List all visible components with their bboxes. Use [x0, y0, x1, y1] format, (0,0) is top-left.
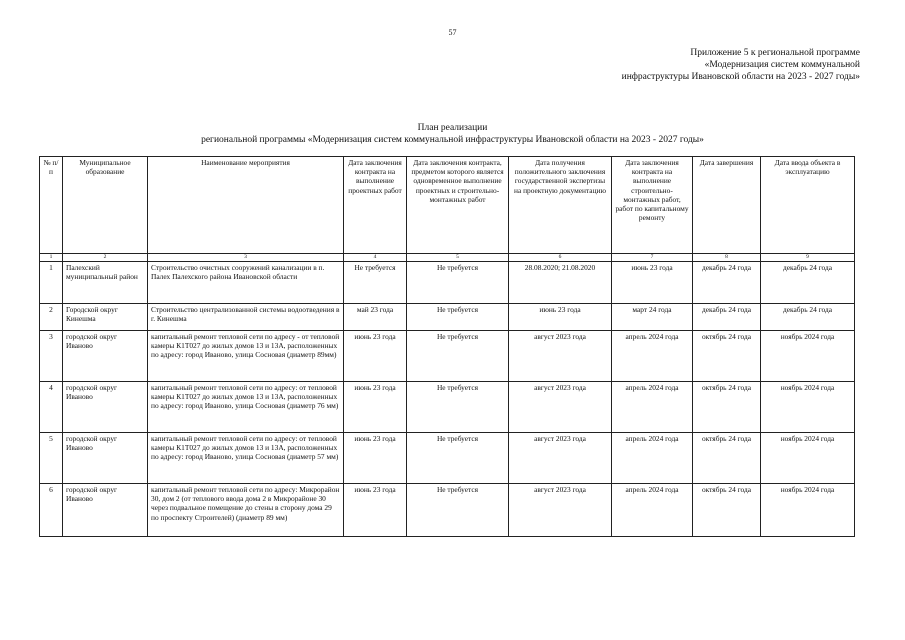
completion-date: декабрь 24 года — [693, 304, 761, 331]
expertise-date: 28.08.2020; 21.08.2020 — [509, 262, 612, 304]
row-number: 1 — [40, 262, 63, 304]
plan-title — [0, 122, 905, 146]
table-row — [40, 382, 855, 433]
completion-date: октябрь 24 года — [693, 484, 761, 537]
construction-contract-date: июнь 23 года — [612, 262, 693, 304]
plan-title-line-2: региональной программы «Модернизация систем коммунальной инфраструктуры Ивановской области на 2023 - 2027 годы» — [201, 135, 704, 145]
implementation-plan-table — [39, 156, 855, 537]
expertise-date: август 2023 года — [509, 331, 612, 382]
column-number: 5 — [407, 254, 509, 262]
municipality: Палехский муниципальный район — [63, 262, 148, 304]
construction-contract-date: март 24 года — [612, 304, 693, 331]
municipality: городской округ Иваново — [63, 331, 148, 382]
completion-date: октябрь 24 года — [693, 433, 761, 484]
measure-name: капитальный ремонт тепловой сети по адресу: от тепловой камеры К1Т027 до жилых домов 13 и 13А, расположенных по адресу: город Иваново, улица Сосновая (диаметр 57 мм) — [148, 433, 344, 484]
header-cell: Дата заключения контракта на выполнение проектных работ — [344, 157, 407, 254]
header-row — [40, 157, 855, 254]
commissioning-date: ноябрь 2024 года — [761, 433, 855, 484]
municipality: городской округ Иваново — [63, 484, 148, 537]
commissioning-date: ноябрь 2024 года — [761, 331, 855, 382]
header-cell: Дата получения положительного заключения государственной экспертизы на проектную документацию — [509, 157, 612, 254]
design-contract-date: июнь 23 года — [344, 433, 407, 484]
expertise-date: июнь 23 года — [509, 304, 612, 331]
appendix-heading — [622, 47, 860, 83]
design-contract-date: Не требуется — [344, 262, 407, 304]
header-cell: № п/п — [40, 157, 63, 254]
municipality: городской округ Иваново — [63, 382, 148, 433]
header-cell: Дата завершения — [693, 157, 761, 254]
commissioning-date: ноябрь 2024 года — [761, 484, 855, 537]
plan-title-line-1: План реализации — [417, 123, 488, 133]
column-number: 6 — [509, 254, 612, 262]
combined-contract-date: Не требуется — [407, 304, 509, 331]
row-number: 2 — [40, 304, 63, 331]
header-cell: Муниципальное образование — [63, 157, 148, 254]
expertise-date: август 2023 года — [509, 433, 612, 484]
construction-contract-date: апрель 2024 года — [612, 433, 693, 484]
construction-contract-date: апрель 2024 года — [612, 484, 693, 537]
completion-date: октябрь 24 года — [693, 331, 761, 382]
combined-contract-date: Не требуется — [407, 331, 509, 382]
column-number: 4 — [344, 254, 407, 262]
completion-date: декабрь 24 года — [693, 262, 761, 304]
table-row — [40, 484, 855, 537]
commissioning-date: ноябрь 2024 года — [761, 382, 855, 433]
page-number: 57 — [448, 28, 457, 37]
measure-name: капитальный ремонт тепловой сети по адресу: Микрорайон 30, дом 2 (от теплового ввода дома 2 в Микрорайоне 30 через подвальное помещение до стены в сторону дома 29 по проспекту Строителей) (диаметр 89 мм) — [148, 484, 344, 537]
table-row — [40, 433, 855, 484]
design-contract-date: июнь 23 года — [344, 484, 407, 537]
municipality: Городской округ Кинешма — [63, 304, 148, 331]
commissioning-date: декабрь 24 года — [761, 304, 855, 331]
municipality: городской округ Иваново — [63, 433, 148, 484]
combined-contract-date: Не требуется — [407, 433, 509, 484]
appendix-line-3: инфраструктуры Ивановской области на 2023 - 2027 годы» — [621, 72, 860, 82]
design-contract-date: май 23 года — [344, 304, 407, 331]
completion-date: октябрь 24 года — [693, 382, 761, 433]
design-contract-date: июнь 23 года — [344, 331, 407, 382]
measure-name: капитальный ремонт тепловой сети по адресу: от тепловой камеры К1Т027 до жилых домов 13 и 13А, расположенных по адресу: город Иваново, улица Сосновая (диаметр 76 мм) — [148, 382, 344, 433]
expertise-date: август 2023 года — [509, 484, 612, 537]
combined-contract-date: Не требуется — [407, 382, 509, 433]
header-cell: Наименование мероприятия — [148, 157, 344, 254]
column-number-row — [40, 254, 855, 262]
row-number: 6 — [40, 484, 63, 537]
column-number: 9 — [761, 254, 855, 262]
column-number: 8 — [693, 254, 761, 262]
table-row — [40, 331, 855, 382]
column-number: 3 — [148, 254, 344, 262]
header-cell: Дата ввода объекта в эксплуатацию — [761, 157, 855, 254]
table-row — [40, 304, 855, 331]
measure-name: Строительство централизованной системы водоотведения в г. Кинешма — [148, 304, 344, 331]
header-cell: Дата заключения контракта на выполнение строительно-монтажных работ, работ по капитальному ремонту — [612, 157, 693, 254]
commissioning-date: декабрь 24 года — [761, 262, 855, 304]
measure-name: капитальный ремонт тепловой сети по адресу - от тепловой камеры К1Т027 до жилых домов 13 и 13А, расположенных по адресу: город Иваново, улица Сосновая (диаметр 89мм) — [148, 331, 344, 382]
column-number: 7 — [612, 254, 693, 262]
table-row — [40, 262, 855, 304]
construction-contract-date: апрель 2024 года — [612, 331, 693, 382]
expertise-date: август 2023 года — [509, 382, 612, 433]
row-number: 3 — [40, 331, 63, 382]
header-cell: Дата заключения контракта, предметом которого является одновременное выполнение проектных и строительно-монтажных работ — [407, 157, 509, 254]
design-contract-date: июнь 23 года — [344, 382, 407, 433]
appendix-line-1: Приложение 5 к региональной программе — [690, 48, 860, 58]
row-number: 4 — [40, 382, 63, 433]
construction-contract-date: апрель 2024 года — [612, 382, 693, 433]
combined-contract-date: Не требуется — [407, 484, 509, 537]
appendix-line-2: «Модернизация систем коммунальной — [704, 60, 860, 70]
row-number: 5 — [40, 433, 63, 484]
combined-contract-date: Не требуется — [407, 262, 509, 304]
column-number: 2 — [63, 254, 148, 262]
column-number: 1 — [40, 254, 63, 262]
measure-name: Строительство очистных сооружений канализации в п. Палех Палехского района Ивановской области — [148, 262, 344, 304]
